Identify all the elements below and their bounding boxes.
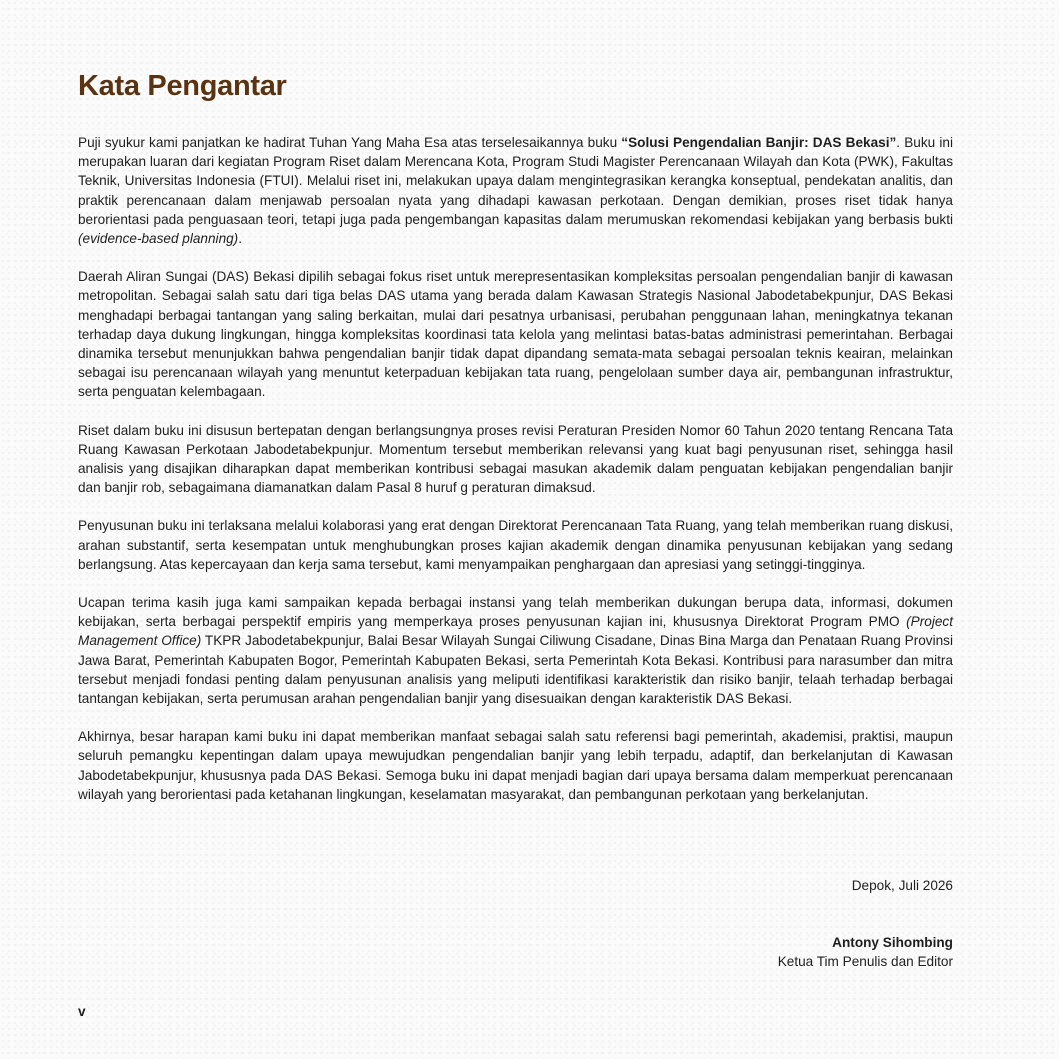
paragraph-5: [78, 593, 953, 708]
paragraph-3: Riset dalam buku ini disusun bertepatan dengan berlangsungnya proses revisi Peraturan Presiden Nomor 60 Tahun 2020 tentang Rencana Tata Ruang Kawasan Perkotaan Jabodetabekpunjur. Momentum tersebut memberikan relevansi yang kuat bagi penyusunan riset, sehingga hasil analisis yang disajikan diharapkan dapat memberikan kontribusi sebagai masukan akademik dalam penguatan kebijakan pengendalian banjir dan banjir rob, sebagaimana diamanatkan dalam Pasal 8 huruf g peraturan dimaksud.: [78, 422, 953, 496]
paragraph-6: Akhirnya, besar harapan kami buku ini dapat memberikan manfaat sebagai salah satu referensi bagi pemerintah, akademisi, praktisi, maupun seluruh pemangku kepentingan dalam upaya mewujudkan pengendalian banjir yang lebih terpadu, adaptif, dan berkelanjutan di Kawasan Jabodetabekpunjur, khususnya pada DAS Bekasi. Semoga buku ini dapat menjadi bagian dari upaya bersama dalam memperkuat perencanaan wilayah yang berorientasi pada ketahanan lingkungan, keselamatan masyarakat, dan pembangunan perkotaan yang berkelanjutan.: [78, 729, 953, 802]
book-title: “Solusi Pengendalian Banjir: DAS Bekasi”: [621, 135, 897, 150]
paragraph-1-end: .: [238, 231, 242, 247]
paragraph-1-body: . Buku ini merupakan luaran dari kegiatan Program Riset dalam Merencana Kota, Program Studi Magister Perencanaan Wilayah dan Kota (PWK), Fakultas Teknik, Universitas Indonesia (FTUI). Melalui riset ini, melakukan upaya dalam mengintegrasikan kerangka konseptual, pendekatan analitis, dan praktik perencanaan dalam menjawab persoalan nyata yang dihadapi kawasan perkotaan. Dengan demikian, proses riset tidak hanya berorientasi pada penguasaan teori, tetapi juga pada pengembangan kapasitas dalam merumuskan rekomendasi kebijakan yang berbasis bukti: [78, 135, 953, 227]
page-title: Kata Pengantar: [78, 70, 287, 102]
paragraph-4: Penyusunan buku ini terlaksana melalui kolaborasi yang erat dengan Direktorat Perencanaan Tata Ruang, yang telah memberikan ruang diskusi, arahan substantif, serta kesempatan untuk menghubungkan proses kajian akademik dengan dinamika penyusunan kebijakan yang sedang berlangsung. Atas kepercayaan dan kerja sama tersebut, kami menyampaikan penghargaan dan apresiasi yang setinggi-tingginya.: [78, 518, 953, 572]
preface-body: [78, 133, 953, 823]
paragraph-1: [78, 133, 953, 248]
paragraph-5-end: TKPR Jabodetabekpunjur, Balai Besar Wilayah Sungai Ciliwung Cisadane, Dinas Bina Marga dan Penataan Ruang Provinsi Jawa Barat, Pemerintah Kabupaten Bogor, Pemerintah Kabupaten Bekasi, serta Pemerintah Kota Bekasi. Kontribusi para narasumber dan mitra tersebut menjadi fondasi penting dalam penyusunan analisis yang meliputi identifikasi karakteristik dan risiko banjir, telaah terhadap berbagai tantangan kebijakan, serta perumusan arahan pengendalian banjir yang disesuaikan dengan karakteristik DAS Bekasi.: [78, 633, 953, 707]
paragraph-2: Daerah Aliran Sungai (DAS) Bekasi dipilih sebagai fokus riset untuk merepresentasikan kompleksitas persoalan pengendalian banjir di kawasan metropolitan. Sebagai salah satu dari tiga belas DAS utama yang berada dalam Kawasan Strategis Nasional Jabodetabekpunjur, DAS Bekasi menghadapi berbagai tantangan yang saling berkaitan, mulai dari pesatnya urbanisasi, perubahan penggunaan lahan, meningkatnya tekanan terhadap daya dukung lingkungan, hingga kompleksitas koordinasi tata kelola yang melintasi batas-batas administrasi pemerintahan. Berbagai dinamika tersebut menunjukkan bahwa pengendalian banjir tidak dapat dipandang semata-mata sebagai persoalan teknis keairan, melainkan sebagai isu perencanaan wilayah yang menuntut keterpaduan kebijakan tata ruang, pengelolaan sumber daya air, pembangunan infrastruktur, serta penguatan kelembagaan.: [78, 269, 953, 400]
signer-name: Antony Sihombing: [832, 935, 953, 950]
paragraph-5-term: (Project Management Office): [78, 614, 953, 649]
paragraph-1-term: (evidence-based planning): [78, 231, 239, 247]
signer-role: Ketua Tim Penulis dan Editor: [777, 954, 953, 969]
paragraph-5-start: Ucapan terima kasih juga kami sampaikan kepada berbagai instansi yang telah memberikan dukungan berupa data, informasi, dokumen kebijakan, serta berbagai perspektif empiris yang memperkaya proses penyusunan kajian ini, khususnya Direktorat Program PMO: [78, 595, 953, 630]
paragraph-1-intro: Puji syukur kami panjatkan ke hadirat Tuhan Yang Maha Esa atas terselesaikannya buku: [78, 135, 622, 150]
place-date: Depok, Juli 2026: [851, 878, 953, 893]
page-number: v: [78, 1004, 86, 1019]
